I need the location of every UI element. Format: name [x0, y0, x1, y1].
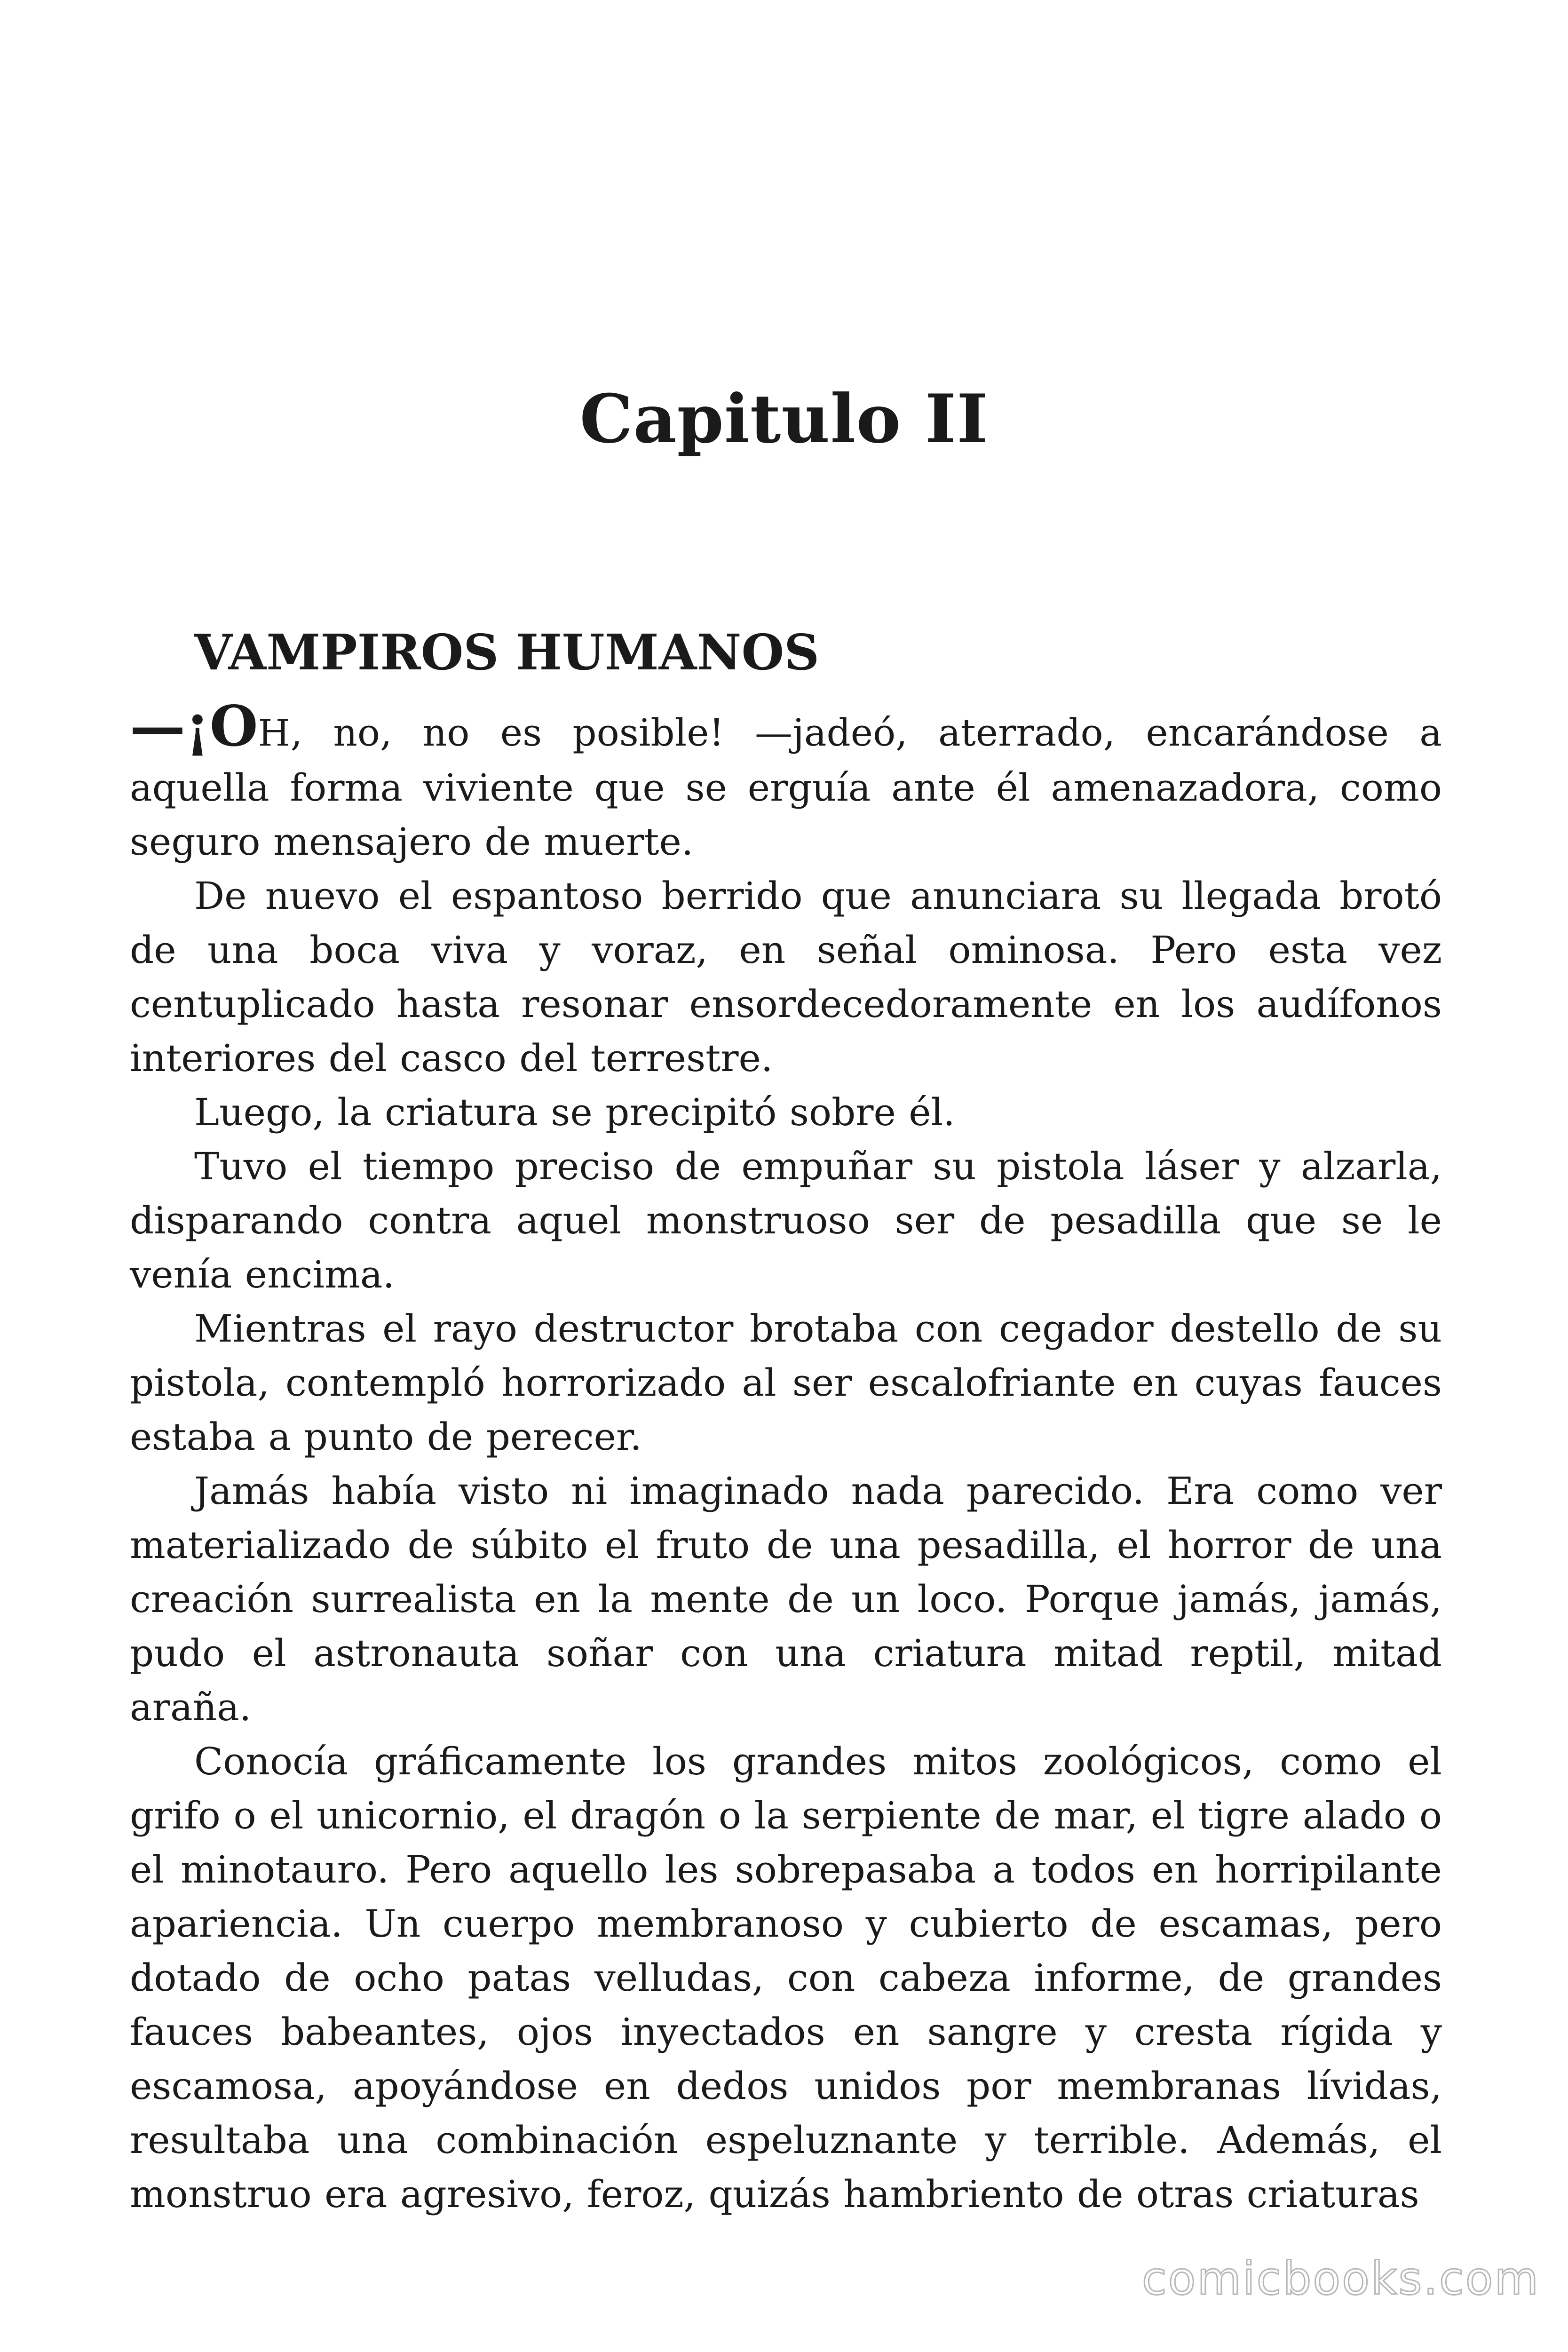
body-text — [130, 693, 1442, 2221]
paragraph-5: Mientras el rayo destructor brotaba con cegador destello de su pistola, contempló horrorizado al ser escalofriante en cuyas fauces estaba a punto de perecer. — [130, 1307, 1442, 1459]
paragraph-4: Tuvo el tiempo preciso de empuñar su pistola láser y alzarla, disparando contra aquel monstruoso ser de pesadilla que se le venía encima. — [130, 1144, 1442, 1296]
drop-cap: —¡O — [130, 693, 258, 759]
paragraph-1 — [130, 693, 1442, 869]
section-heading: VAMPIROS HUMANOS — [194, 623, 820, 681]
paragraph-3: Luego, la criatura se precipitó sobre él. — [194, 1090, 955, 1134]
paragraph-1-text: , no, no es posible! —jadeó, aterrado, encarándose a aquella forma viviente que se erguía ante él amenazadora, como seguro mensajero de muerte. — [130, 711, 1442, 864]
small-caps-text: H — [258, 712, 291, 755]
paragraph-7: Conocía gráficamente los grandes mitos zoológicos, como el grifo o el unicornio, el dragón o la serpiente de mar, el tigre alado o el minotauro. Pero aquello les sobrepasaba a todos en horripilante apariencia. Un cuerpo membranoso y cubierto de escamas, pero dotado de ocho patas velludas, con cabeza informe, de grandes fauces babeantes, ojos inyectados en sangre y cresta rígida y escamosa, apoyándose en dedos unidos por membranas lívidas, resultaba una combinación espeluznante y terrible. Además, el monstruo era agresivo, feroz, quizás hambriento de otras criaturas — [130, 1740, 1442, 2216]
watermark: comicbooks.com — [1141, 2252, 1540, 2305]
chapter-title: Capitulo II — [579, 380, 989, 458]
paragraph-2: De nuevo el espantoso berrido que anunciara su llegada brotó de una boca viva y voraz, en señal ominosa. Pero esta vez centuplicado hasta resonar ensordecedoramente en los audífonos interiores del casco del terrestre. — [130, 874, 1442, 1080]
paragraph-6: Jamás había visto ni imaginado nada parecido. Era como ver materializado de súbito el fruto de una pesadilla, el horror de una creación surrealista en la mente de un loco. Porque jamás, jamás, pudo el astronauta soñar con una criatura mitad reptil, mitad araña. — [130, 1469, 1442, 1729]
